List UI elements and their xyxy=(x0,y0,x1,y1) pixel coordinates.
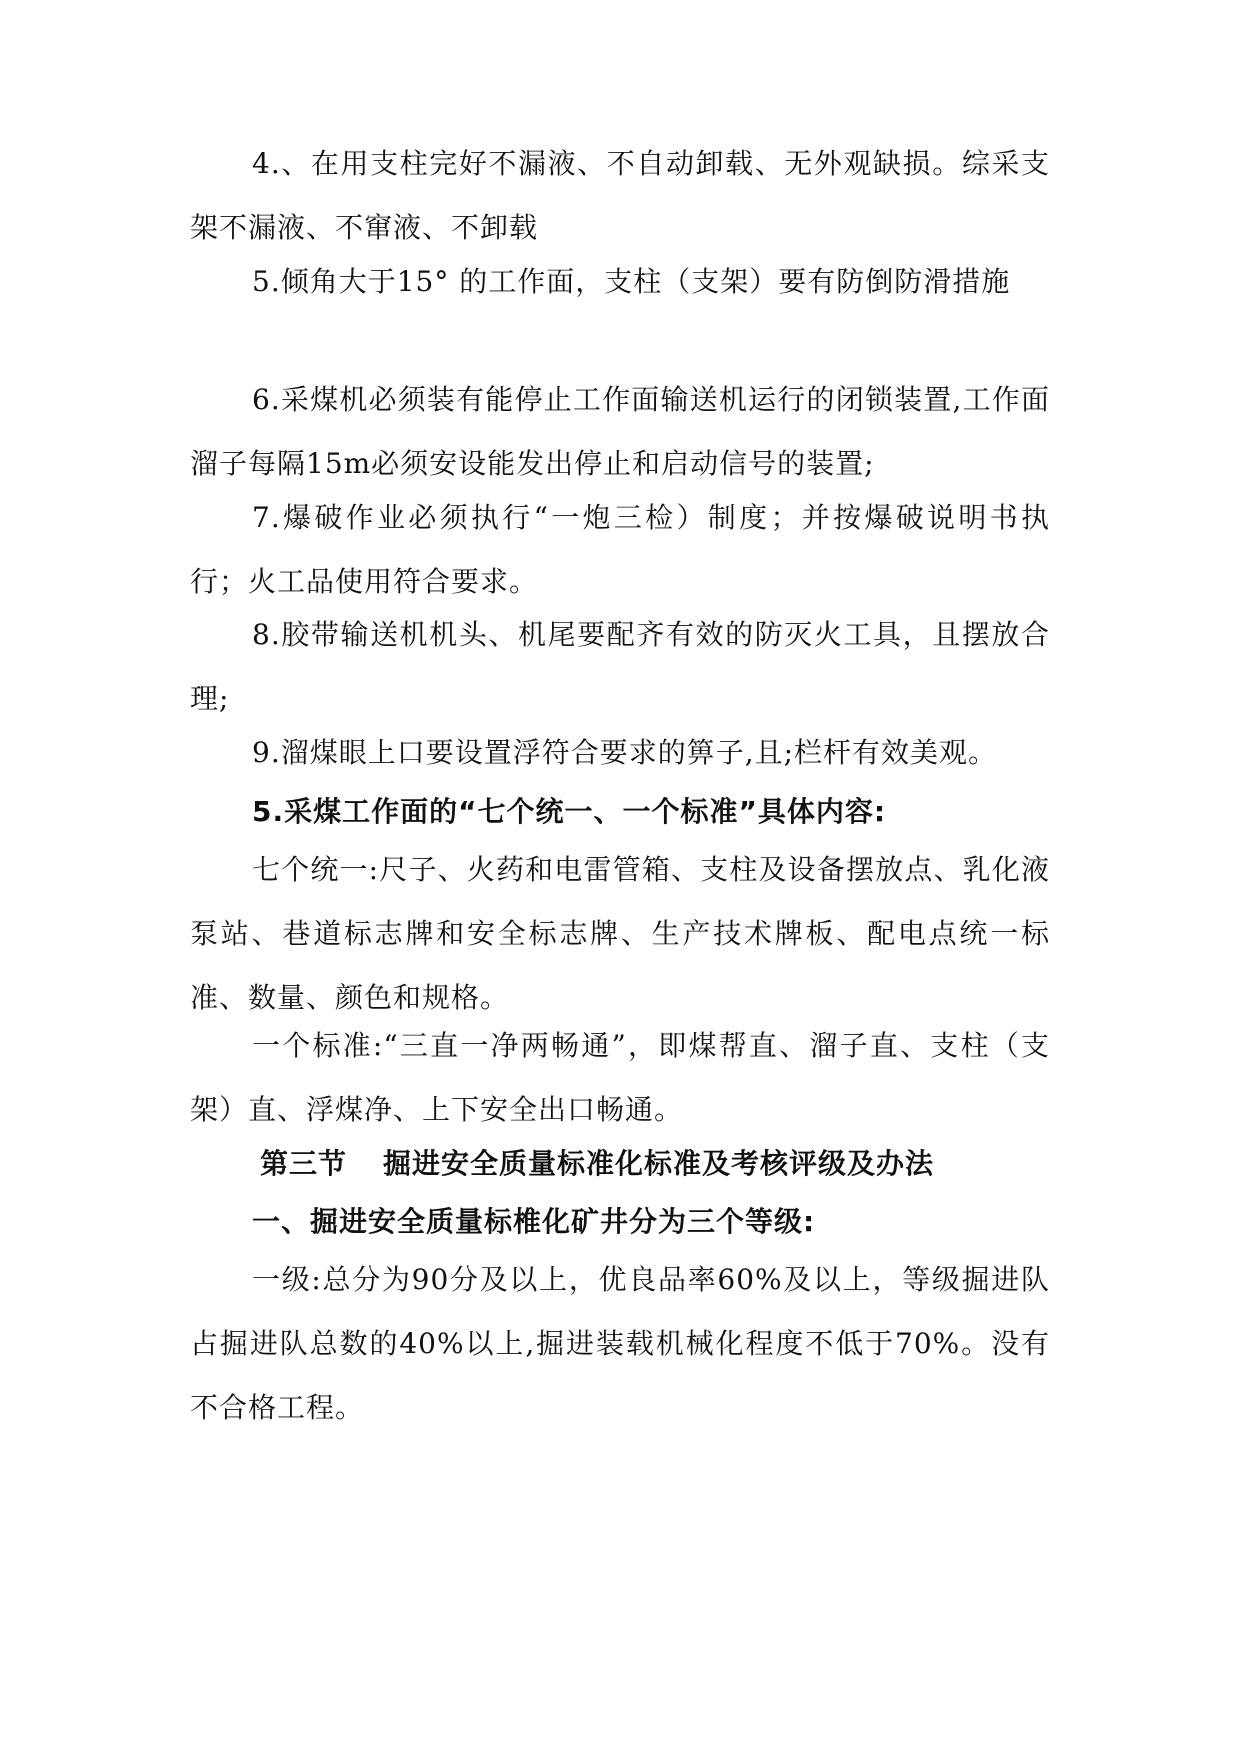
paragraph-item-5: 5.倾角大于15° 的工作面，支柱（支架）要有防倒防滑措施 xyxy=(252,265,1011,298)
subsection-title: 一、掘进安全质量标椎化矿井分为三个等级: xyxy=(252,1205,816,1238)
heading-seven-unify-one-standard: 5.采煤工作面的“七个统一、一个标准”具体内容: xyxy=(252,795,887,828)
paragraph-item-6: 6.采煤机必须装有能停止工作面输送机运行的闭锁装置,工作面溜子每隔15m必须安设能发出停止和启动信号的装置; xyxy=(190,383,1050,480)
section-name: 掘进安全质量标准化标准及考核评级及办法 xyxy=(383,1147,935,1180)
paragraph-item-9: 9.溜煤眼上口要设置浮符合要求的箅子,且;栏杆有效美观。 xyxy=(252,736,998,769)
paragraph-item-4: 4.、在用支柱完好不漏液、不自动卸载、无外观缺损。综采支架不漏液、不窜液、不卸载 xyxy=(190,147,1050,244)
paragraph-one-standard: 一个标准:“三直一净两畅通”，即煤帮直、溜子直、支柱（支架）直、浮煤净、上下安全出口畅通。 xyxy=(190,1029,1050,1126)
section-number: 第三节 xyxy=(260,1147,348,1180)
paragraph-item-8: 8.胶带输送机机头、机尾要配齐有效的防灭火工具，且摆放合理; xyxy=(190,618,1050,715)
paragraph-level-one: 一级:总分为90分及以上，优良品率60%及以上，等级掘进队占掘进队总数的40%以上,掘进装载机械化程度不低于70%。没有不合格工程。 xyxy=(190,1263,1050,1424)
paragraph-seven-unify: 七个统一:尺子、火药和电雷管箱、支柱及设备摆放点、乳化液泵站、巷道标志牌和安全标志牌、生产技术牌板、配电点统一标准、数量、颜色和规格。 xyxy=(190,853,1050,1014)
paragraph-item-7: 7.爆破作业必须执行“一炮三检）制度；并按爆破说明书执行；火工品使用符合要求。 xyxy=(190,501,1050,598)
section-title xyxy=(190,1132,1120,1196)
